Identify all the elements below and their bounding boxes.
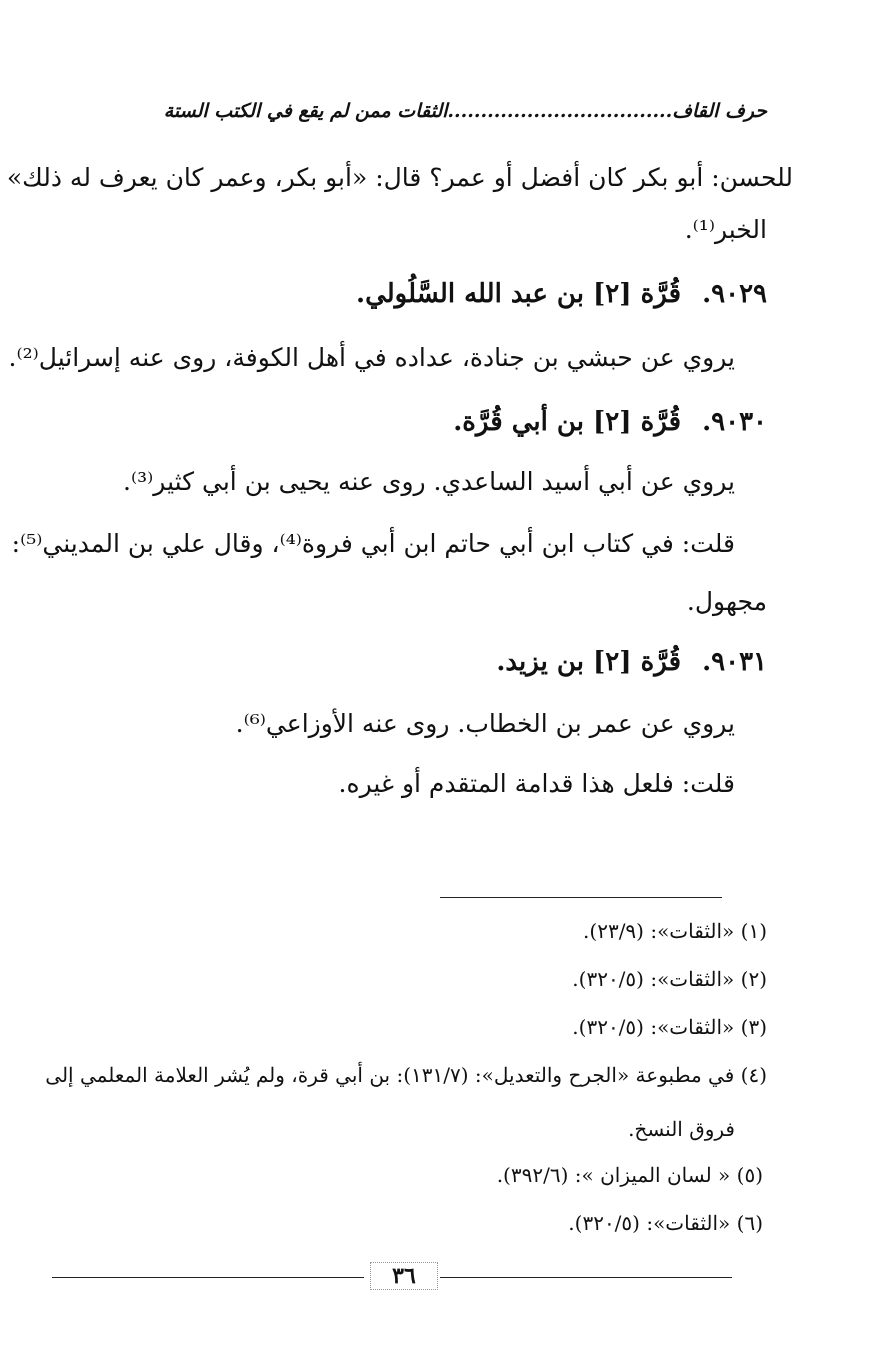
entry-9031-text: يروي عن عمر بن الخطاب. روى عنه الأوزاعي⁽⁶⁾. [235,709,735,738]
entry-name: قُرَّة [٢] بن عبد الله السَّلُولي. [356,279,682,309]
footnote-4-line-1: (٤) في مطبوعة «الجرح والتعديل»: (١٣١/٧): بن أبي قرة، ولم يُشر العلامة المعلمي إلى [45,1063,767,1087]
entry-9031-heading [496,646,767,680]
page-footer [52,1262,732,1292]
running-header: حرف القاف..................................الثقات ممن لم يقع في الكتب الستة [163,100,767,122]
entry-9029-text: يروي عن حبشي بن جنادة، عداده في أهل الكوفة، روى عنه إسرائيل⁽²⁾. [8,343,735,372]
footnote-3: (٣) «الثقات»: (٣٢٠/٥). [572,1015,767,1039]
entry-9031-note: قلت: فلعل هذا قدامة المتقدم أو غيره. [338,769,735,798]
entry-9030-note-2: مجهول. [686,587,767,616]
intro-line-2: الخبر⁽¹⁾. [684,215,767,244]
entry-name: قُرَّة [٢] بن أبي قُرَّة. [453,407,682,437]
entry-9030-note-1: قلت: في كتاب ابن أبي حاتم ابن أبي فروة⁽⁴⁾، وقال علي بن المديني⁽⁵⁾: [11,529,735,558]
footnote-4-line-2: فروق النسخ. [628,1117,735,1141]
entry-number: ٩٠٣٠. [702,407,767,437]
entry-number: ٩٠٣١. [702,647,767,677]
footnote-2: (٢) «الثقات»: (٣٢٠/٥). [572,967,767,991]
footnote-1: (١) «الثقات»: (٢٣/٩). [583,919,767,943]
page-number: ٣٦ [370,1262,438,1290]
entry-name: قُرَّة [٢] بن يزيد. [496,647,682,677]
footnote-5: (٥) « لسان الميزان »: (٣٩٢/٦). [496,1163,763,1187]
entry-9029-heading [356,278,767,312]
entry-9030-heading [453,406,767,440]
footnote-6: (٦) «الثقات»: (٣٢٠/٥). [568,1211,763,1235]
intro-line-1: للحسن: أبو بكر كان أفضل أو عمر؟ قال: «أبو بكر، وعمر كان يعرف له ذلك» [6,163,793,192]
footnote-separator [440,897,722,898]
footer-rule-left [52,1277,364,1278]
entry-number: ٩٠٢٩. [702,279,767,309]
entry-9030-text: يروي عن أبي أسيد الساعدي. روى عنه يحيى بن أبي كثير⁽³⁾. [123,467,735,496]
footer-rule-right [440,1277,732,1278]
